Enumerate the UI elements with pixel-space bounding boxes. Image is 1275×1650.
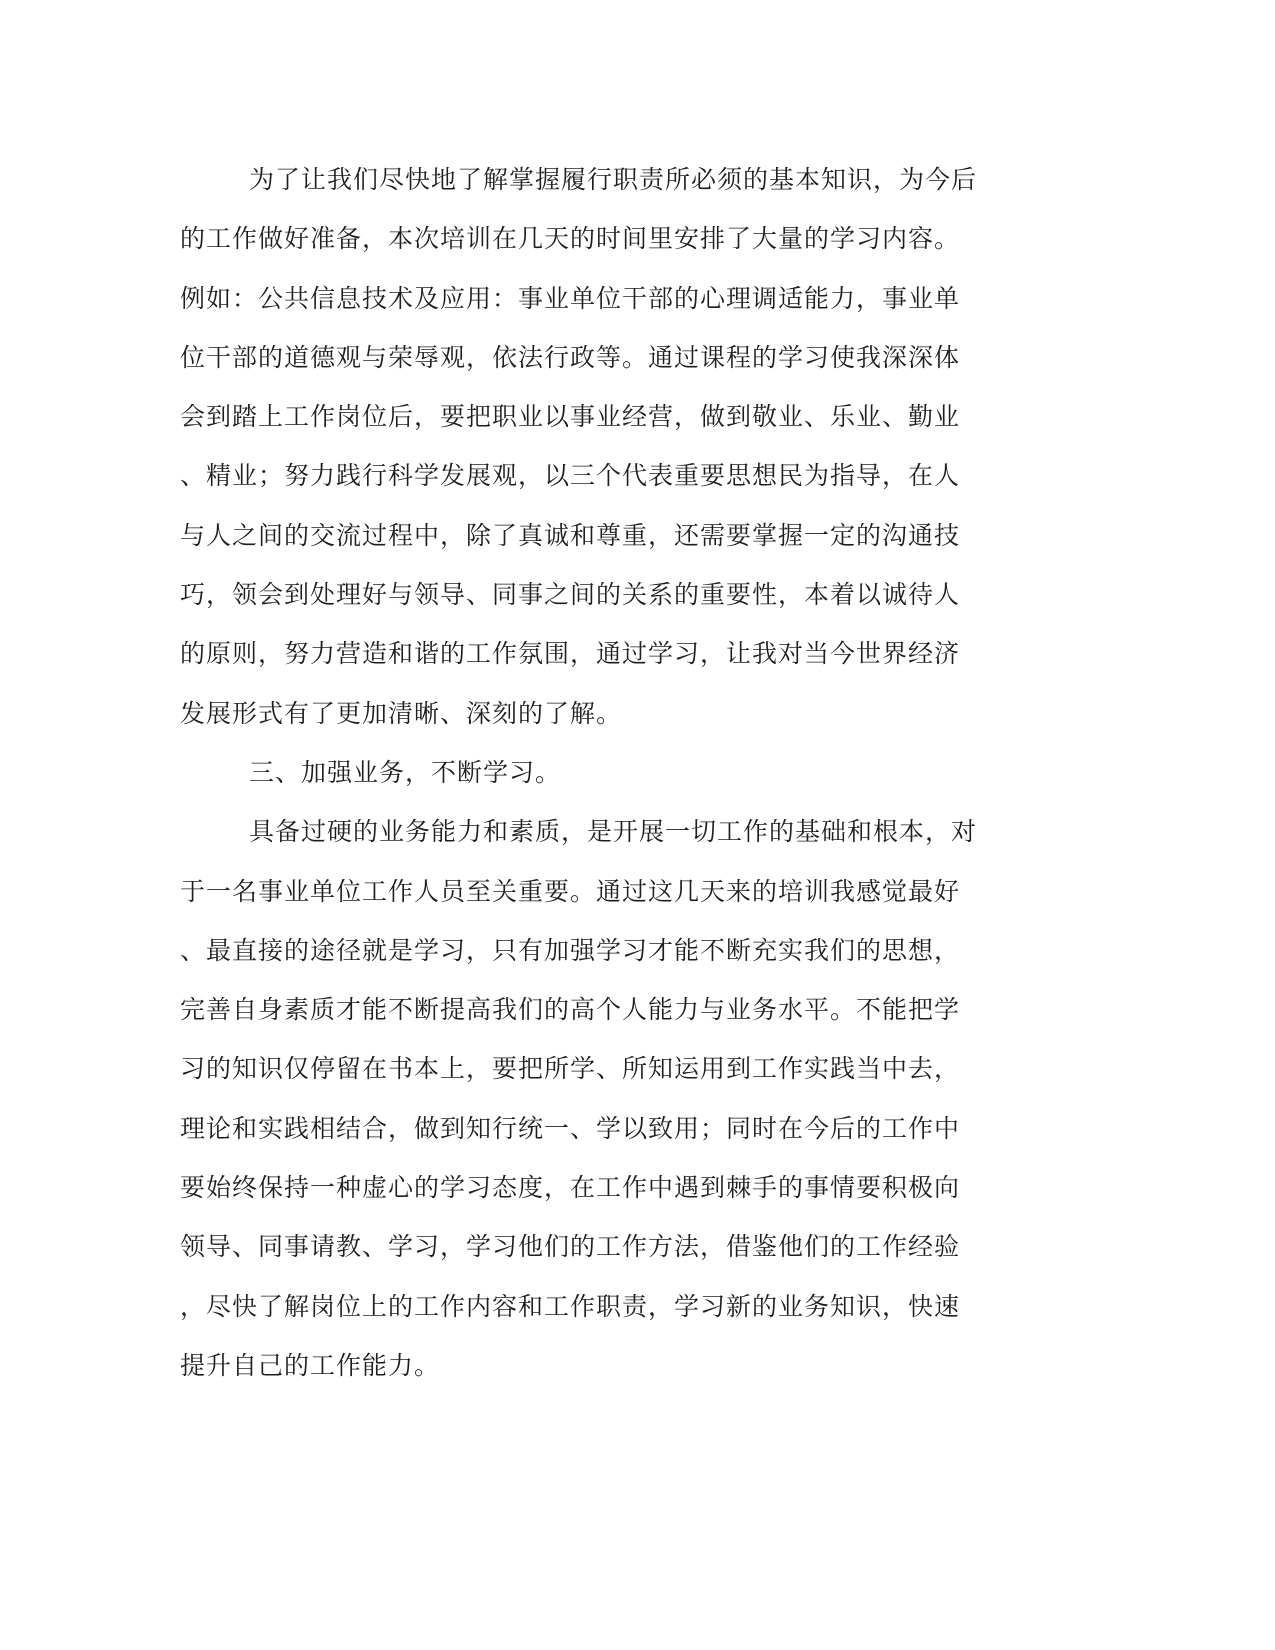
text-line: 完善自身素质才能不断提高我们的高个人能力与业务水平。不能把学 xyxy=(180,995,961,1025)
text-line: ，尽快了解岗位上的工作内容和工作职责，学习新的业务知识，快速 xyxy=(180,1291,961,1321)
text-line: 发展形式有了更加清晰、深刻的了解。 xyxy=(180,698,623,728)
text-line: 要始终保持一种虚心的学习态度，在工作中遇到棘手的事情要积极向 xyxy=(180,1173,961,1203)
text-line: 位干部的道德观与荣辱观，依法行政等。通过课程的学习使我深深体 xyxy=(180,342,961,372)
text-line: 的原则，努力营造和谐的工作氛围，通过学习，让我对当今世界经济 xyxy=(180,639,961,669)
text-line: 为了让我们尽快地了解掌握履行职责所必须的基本知识，为今后 xyxy=(249,165,978,194)
text-line: 与人之间的交流过程中，除了真诚和尊重，还需要掌握一定的沟通技 xyxy=(180,520,961,550)
text-line: 习的知识仅停留在书本上，要把所学、所知运用到工作实践当中去， xyxy=(180,1054,961,1084)
text-line: 领导、同事请教、学习，学习他们的工作方法，借鉴他们的工作经验 xyxy=(180,1232,961,1262)
document-body xyxy=(180,150,1042,1395)
text-line: 的工作做好准备，本次培训在几天的时间里安排了大量的学习内容。 xyxy=(180,224,961,254)
paragraph-training-content xyxy=(180,150,1042,743)
text-line: 具备过硬的业务能力和素质，是开展一切工作的基础和根本，对 xyxy=(249,817,978,847)
text-line: 提升自己的工作能力。 xyxy=(180,1350,441,1380)
text-line: 、精业；努力践行科学发展观，以三个代表重要思想民为指导，在人 xyxy=(180,461,961,491)
text-line: 例如：公共信息技术及应用：事业单位干部的心理调适能力，事业单 xyxy=(180,283,961,313)
text-line: 巧，领会到处理好与领导、同事之间的关系的重要性，本着以诚待人 xyxy=(180,580,961,610)
section-heading: 三、加强业务，不断学习。 xyxy=(249,757,562,787)
text-line: 、最直接的途径就是学习，只有加强学习才能不断充实我们的思想， xyxy=(180,935,961,965)
paragraph-business-learning xyxy=(180,802,1042,1395)
text-line: 会到踏上工作岗位后，要把职业以事业经营，做到敬业、乐业、勤业 xyxy=(180,402,961,432)
text-line: 于一名事业单位工作人员至关重要。通过这几天来的培训我感觉最好 xyxy=(180,876,961,906)
text-line: 理论和实践相结合，做到知行统一、学以致用；同时在今后的工作中 xyxy=(180,1113,961,1143)
